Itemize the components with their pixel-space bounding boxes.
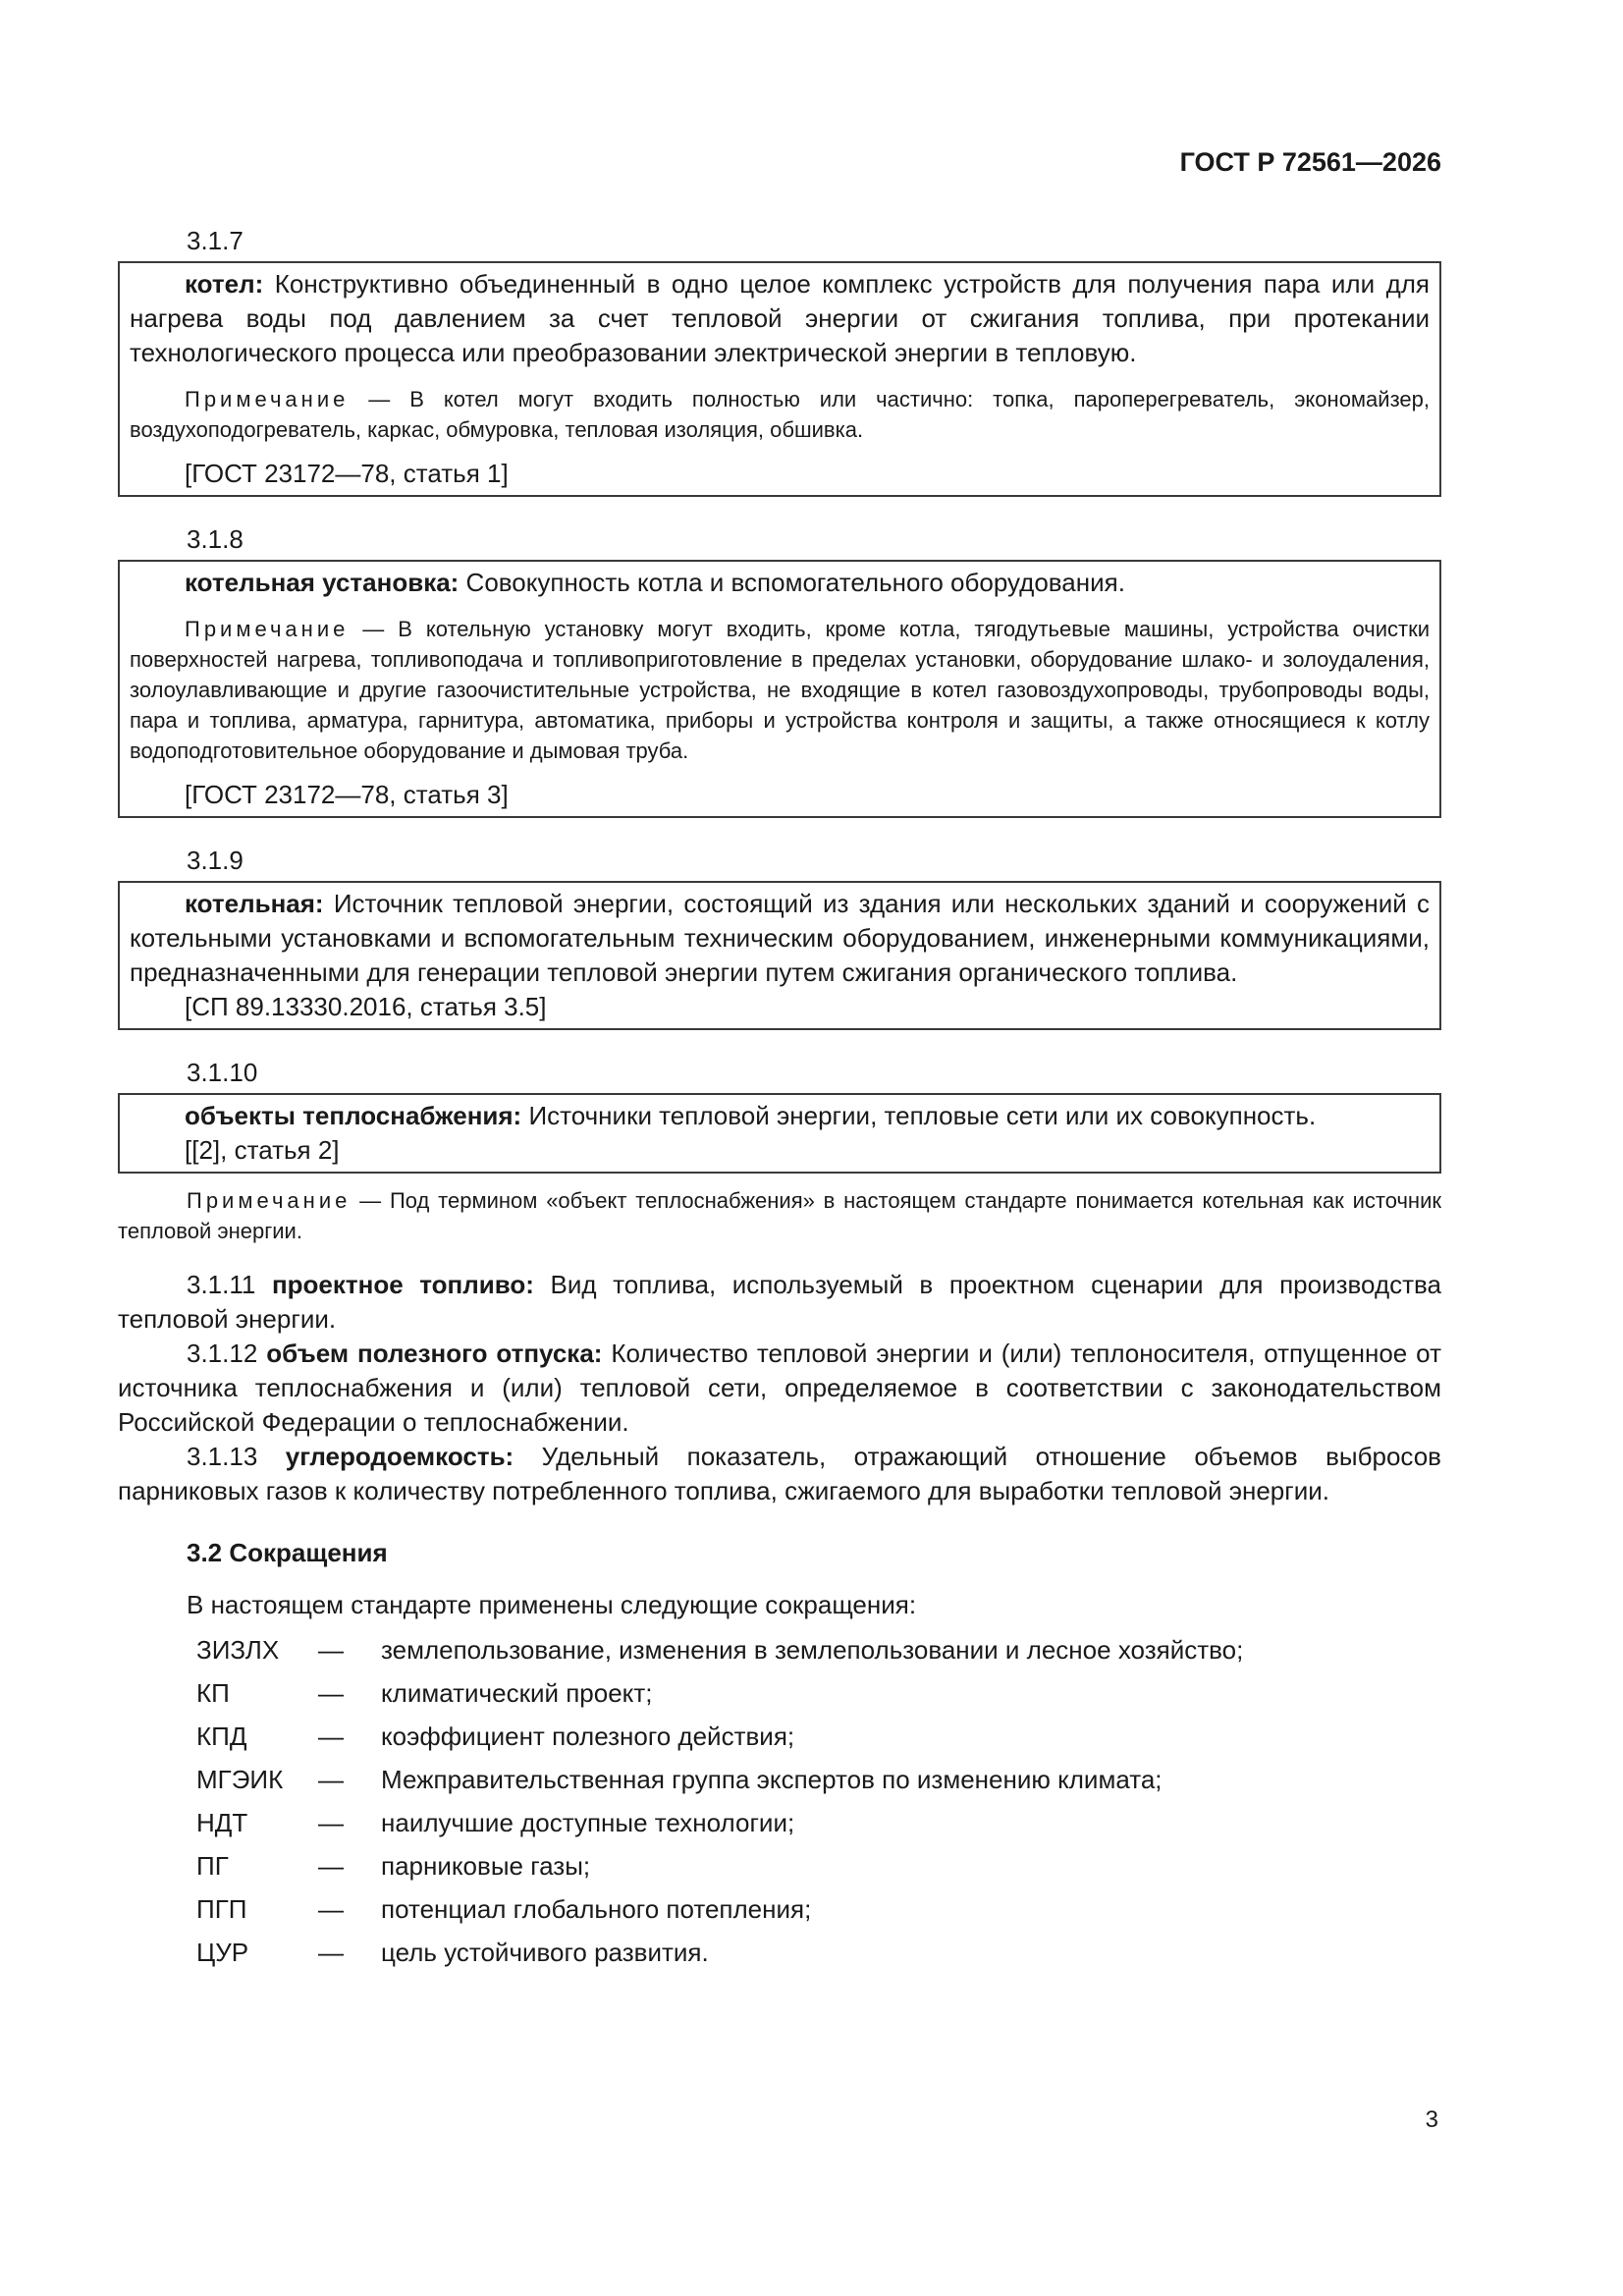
abbreviation: КП	[196, 1677, 230, 1708]
term-text: Источники тепловой энергии, тепловые сети или их совокупность.	[521, 1101, 1317, 1130]
document-header: ГОСТ Р 72561—2026	[1179, 147, 1441, 177]
term-box-kotelnaya-ustanovka	[118, 560, 1441, 818]
abbreviation-row	[118, 1844, 1441, 1887]
term-definition	[130, 887, 1430, 990]
page-number: 3	[1425, 2106, 1438, 2133]
term-note	[130, 384, 1430, 445]
outer-note	[118, 1185, 1441, 1246]
term-text: Конструктивно объединенный в одно целое комплекс устройств для получения пара или для нагрева воды под давлением за счет тепловой энергии от сжигания топлива, при протекании технологического процесса или преобразовании электрической энергии в тепловую.	[130, 269, 1430, 367]
note-text: — В котельную установку могут входить, кроме котла, тягодутьевые машины, устройства очистки поверхностей нагрева, топливоподача и топливоприготовление в пределах установки, оборудование шлако- и золоудаления, золоулавливающие и другие газоочистительные устройства, не входящие в котел газовоздухопроводы, трубопроводы воды, пара и топлива, арматура, гарнитура, автоматика, приборы и устройства контроля и защиты, а также относящиеся к котлу водоподготовительное оборудование и дымовая труба.	[130, 617, 1430, 763]
abbreviation-dash: —	[318, 1893, 344, 1924]
abbreviation-row	[118, 1628, 1441, 1671]
term-number: 3.1.10	[187, 1058, 258, 1087]
note-label: Примечание	[185, 387, 350, 411]
term-definition	[130, 267, 1430, 370]
abbreviation-dash: —	[318, 1677, 344, 1708]
abbreviation: ПГП	[196, 1893, 247, 1924]
definition-text: Удельный показатель, отражающий отношение объемов выбросов парниковых газов к количеству потребленного топлива, сжигаемого для выработки тепловой энергии.	[118, 1442, 1441, 1505]
definition-3-1-12	[118, 1337, 1441, 1440]
term-box-obekty	[118, 1093, 1441, 1174]
definition-3-1-11	[118, 1268, 1441, 1337]
term-definition	[130, 566, 1430, 600]
abbreviation-text: наилучшие доступные технологии;	[381, 1807, 795, 1837]
term-note	[130, 614, 1430, 766]
term-definition	[130, 1099, 1430, 1133]
term-source: [ГОСТ 23172—78, статья 3]	[185, 780, 509, 809]
abbreviation-dash: —	[318, 1807, 344, 1837]
abbreviation-text: климатический проект;	[381, 1677, 653, 1708]
term-name: котел:	[185, 269, 264, 299]
abbreviation-row	[118, 1671, 1441, 1715]
abbreviation-text: коэффициент полезного действия;	[381, 1721, 795, 1751]
abbreviation-dash: —	[318, 1850, 344, 1881]
page-content	[118, 224, 1441, 1974]
abbreviation: КПД	[196, 1721, 247, 1751]
abbreviation-list	[118, 1628, 1441, 1974]
abbreviation: ЗИЗЛХ	[196, 1634, 280, 1665]
note-label: Примечание	[185, 617, 350, 641]
abbreviation-text: парниковые газы;	[381, 1850, 591, 1881]
abbreviation-text: землепользование, изменения в землепользовании и лесное хозяйство;	[381, 1634, 1244, 1665]
abbreviation-dash: —	[318, 1937, 344, 1967]
definition-text: Вид топлива, используемый в проектном сценарии для производства тепловой энергии.	[118, 1270, 1441, 1334]
abbreviation: НДТ	[196, 1807, 248, 1837]
term-box-kotelnaya	[118, 881, 1441, 1030]
term-source: [ГОСТ 23172—78, статья 1]	[185, 459, 509, 488]
note-label: Примечание	[187, 1188, 352, 1213]
term-source: [СП 89.13330.2016, статья 3.5]	[185, 992, 547, 1021]
term-number: 3.1.8	[187, 524, 243, 554]
term-source: [[2], статья 2]	[185, 1135, 340, 1165]
abbreviation: ПГ	[196, 1850, 229, 1881]
abbreviation-row	[118, 1715, 1441, 1758]
abbreviation-dash: —	[318, 1764, 344, 1794]
abbreviation-dash: —	[318, 1721, 344, 1751]
term-name: котельная:	[185, 889, 324, 918]
abbreviation-text: потенциал глобального потепления;	[381, 1893, 812, 1924]
abbreviation-row	[118, 1931, 1441, 1974]
abbreviation-row	[118, 1801, 1441, 1844]
abbreviation-row	[118, 1887, 1441, 1931]
term-text: Источник тепловой энергии, состоящий из здания или нескольких зданий и сооружений с котельными установками и вспомогательным техническим оборудованием, инженерными коммуникациями, предназначенными для генерации тепловой энергии путем сжигания органического топлива.	[130, 889, 1430, 987]
note-text: — Под термином «объект теплоснабжения» в настоящем стандарте понимается котельная как источник тепловой энергии.	[118, 1188, 1441, 1243]
definition-term: объем полезного отпуска:	[266, 1339, 603, 1368]
abbreviation-dash: —	[318, 1634, 344, 1665]
section-intro: В настоящем стандарте применены следующие сокращения:	[187, 1590, 917, 1619]
definition-term: проектное топливо:	[271, 1270, 534, 1299]
abbreviation: ЦУР	[196, 1937, 249, 1967]
definition-term: углеродоемкость:	[285, 1442, 514, 1471]
definition-number: 3.1.13	[187, 1442, 258, 1471]
definition-number: 3.1.12	[187, 1339, 258, 1368]
term-number: 3.1.7	[187, 226, 243, 255]
abbreviation-text: Межправительственная группа экспертов по изменению климата;	[381, 1764, 1163, 1794]
definition-number: 3.1.11	[187, 1270, 256, 1299]
note-text: — В котел могут входить полностью или частично: топка, пароперегреватель, экономайзер, воздухоподогреватель, каркас, обмуровка, тепловая изоляция, обшивка.	[130, 387, 1430, 442]
term-box-kotel	[118, 261, 1441, 497]
term-text: Совокупность котла и вспомогательного оборудования.	[459, 568, 1125, 597]
term-name: котельная установка:	[185, 568, 460, 597]
definition-text: Количество тепловой энергии и (или) теплоносителя, отпущенное от источника теплоснабжения и (или) тепловой сети, определяемое в соответствии с законодательством Российской Федерации о теплоснабжении.	[118, 1339, 1441, 1437]
abbreviation-row	[118, 1758, 1441, 1801]
term-name: объекты теплоснабжения:	[185, 1101, 522, 1130]
section-title: 3.2 Сокращения	[187, 1538, 388, 1567]
term-number: 3.1.9	[187, 846, 243, 875]
abbreviation-text: цель устойчивого развития.	[381, 1937, 709, 1967]
definition-3-1-13	[118, 1440, 1441, 1508]
abbreviation: МГЭИК	[196, 1764, 284, 1794]
